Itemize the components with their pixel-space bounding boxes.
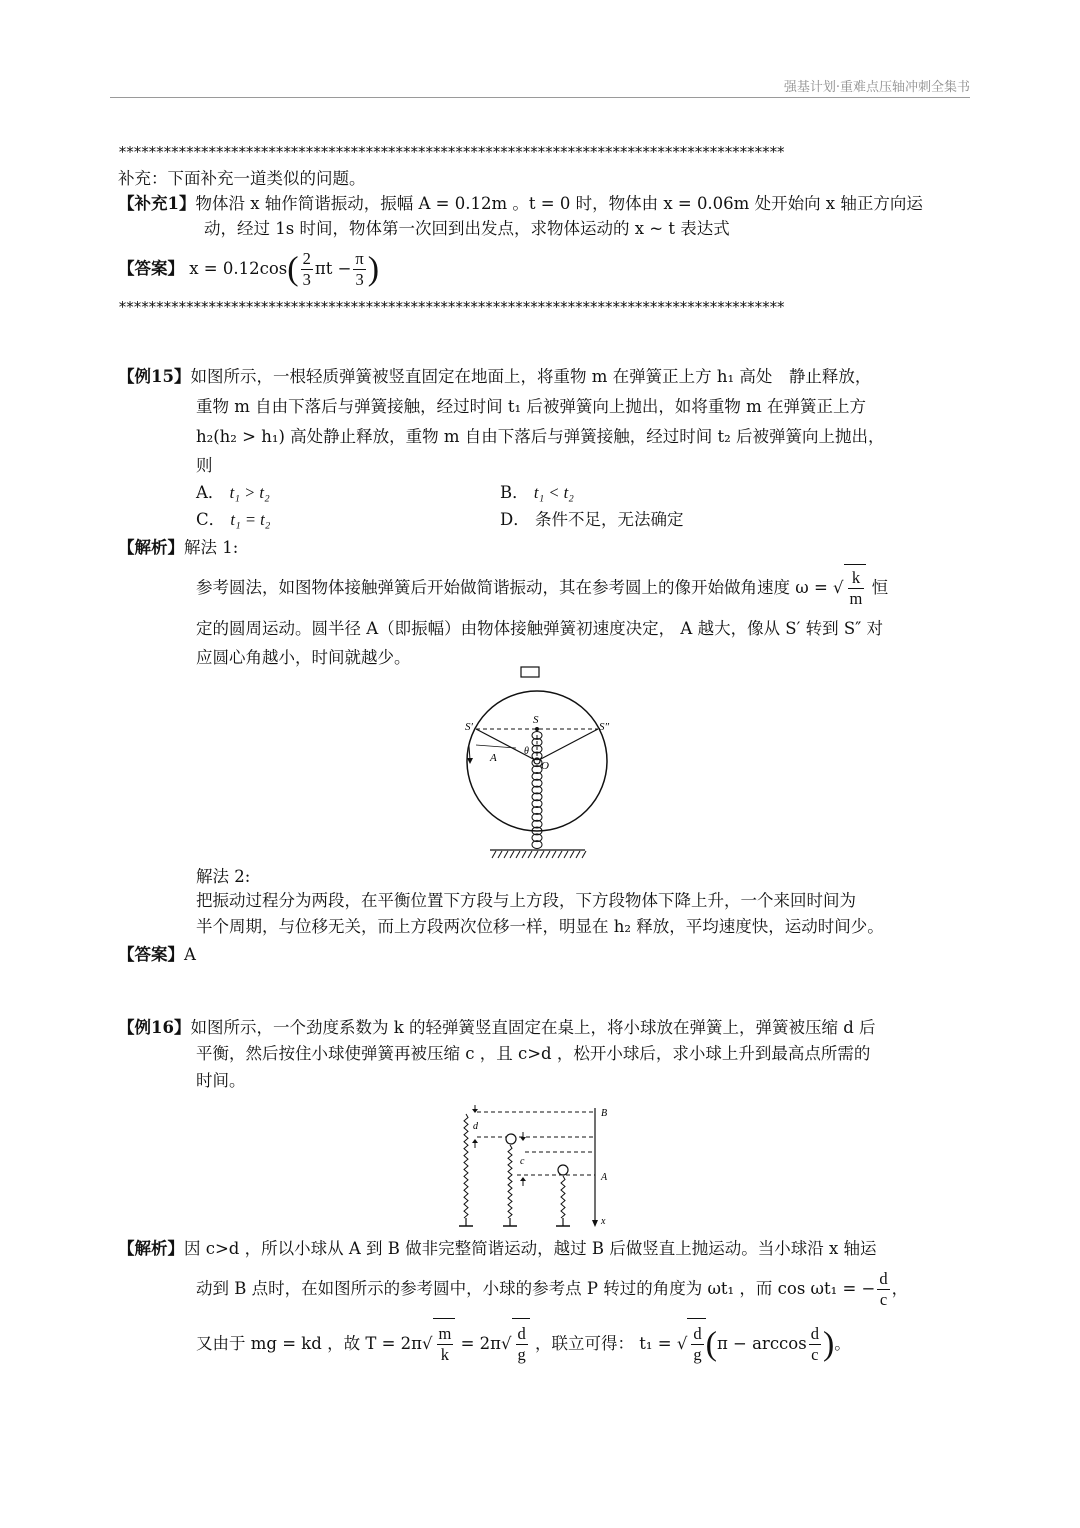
label-a-level: A [601, 1172, 608, 1183]
spring-coils [464, 1114, 565, 1226]
hatch-mark [576, 851, 580, 858]
ex15-m1-line1: 参考圆法，如图物体接触弹簧后开始做简谐振动，其在参考圆上的像开始做角速度 ω = √ $\frac{k}{m}$ 恒 [196, 564, 888, 611]
supplement-1-line2: 动，经过 1s 时间，物体第一次回到出发点，求物体运动的 x ~ t 表达式 [204, 219, 730, 238]
spring-levels-figure [455, 1100, 625, 1235]
reference-circle-figure [460, 660, 620, 865]
label-o: O [541, 760, 549, 772]
label-theta: θ [524, 746, 529, 757]
ball-equilibrium [558, 1165, 568, 1175]
radius-right [537, 729, 598, 761]
x-axis-arrow-icon [592, 1220, 598, 1227]
header-rule [110, 97, 970, 98]
ground-hatching [492, 851, 586, 858]
omega-fraction: $\frac{k}{m}$ [849, 568, 863, 608]
ex16-analysis-line2: 动到 B 点时，在如图所示的参考圆中，小球的参考点 P 转过的角度为 ωt₁ ，而 cos ωt₁ = − $\frac{d}{c}$ ， [196, 1269, 909, 1309]
supplement-answer-mid: πt − [314, 259, 352, 278]
ex15-line2: 重物 m 自由下落后与弹簧接触，经过时间 t₁ 后被弹簧向上抛出，如将重物 m 在弹簧正上方 [196, 397, 867, 416]
hatch-mark [492, 851, 496, 858]
ex16-analysis-tag: 【解析】 [118, 1239, 184, 1258]
hatch-mark [570, 851, 574, 858]
ball-compressed [506, 1134, 516, 1144]
hatch-mark [504, 851, 508, 858]
ex16-line2: 平衡，然后按住小球使弹簧再被压缩 c ，且 c>d ，松开小球后，求小球上升到最高点所需的 [196, 1044, 871, 1063]
ex15-m1-line2: 定的圆周运动。圆半径 A（即振幅）由物体接触弹簧初速度决定， A 越大，像从 S′ 转到 S″ 对 [196, 619, 884, 638]
hatch-mark [582, 851, 586, 858]
ex15-option-b: B． t₁ < t₂ [500, 483, 574, 502]
ex15-m2-line2: 半个周期，与位移无关，而上方段两次位移一样，明显在 h₂ 释放，平均速度快，运动时间少。 [196, 917, 884, 936]
answer-fraction-2-3: $\frac{2}{3}$ [302, 249, 311, 289]
answer-fraction-pi-3: $\frac{\pi}{3}$ [355, 249, 364, 289]
hatch-mark [540, 851, 544, 858]
supplement-1-line1 [118, 193, 923, 215]
ex15-line3: h₂(h₂ > h₁) 高处静止释放，重物 m 自由下落后与弹簧接触，经过时间 t₂ 后被弹簧向上抛出， [196, 427, 885, 446]
hatch-mark [522, 851, 526, 858]
ex16-analysis-line1: 【解析】因 c>d ，所以小球从 A 到 B 做非完整简谐运动，越过 B 后做竖直上抛运动。当小球沿 x 轴运 [118, 1239, 877, 1258]
label-c: c [520, 1156, 525, 1167]
hatch-mark [498, 851, 502, 858]
hatch-mark [510, 851, 514, 858]
ex16-tag: 【例16】 [118, 1018, 191, 1037]
hatch-mark [558, 851, 562, 858]
spring-zigzag [508, 1145, 512, 1218]
ex15-option-d: D． 条件不足，无法确定 [500, 510, 684, 529]
rotation-arc [469, 746, 470, 760]
separator-top: ***************************************************************************************** [118, 143, 784, 161]
hatch-mark [528, 851, 532, 858]
supplement-answer-prefix: x = 0.12cos [189, 259, 288, 278]
ex16-line3: 时间。 [196, 1071, 246, 1090]
arrow-down-icon [520, 1137, 526, 1141]
ex15-tag: 【例15】 [118, 367, 191, 386]
arrow-up-icon [472, 1139, 478, 1143]
label-d: d [473, 1121, 478, 1132]
hatch-mark [516, 851, 520, 858]
supplement-tag: 【补充1】 [118, 194, 196, 213]
arrow-down-icon [467, 758, 473, 764]
hatch-mark [546, 851, 550, 858]
label-s: S [533, 714, 539, 726]
top-point [535, 727, 539, 731]
hatch-mark [564, 851, 568, 858]
result-fraction-dg: $\frac{d}{g}$ [693, 1324, 702, 1364]
supplement-answer-tag: 【答案】 [118, 259, 184, 278]
hatch-mark [534, 851, 538, 858]
ex15-analysis-tag: 【解析】 [118, 538, 184, 557]
ex15-analysis-head: 【解析】解法 1: [118, 538, 239, 557]
label-b: B [601, 1108, 608, 1119]
label-x: x [601, 1216, 606, 1227]
label-a: A [490, 752, 497, 764]
label-s-prime: S′ [465, 721, 473, 733]
ex15-option-a: A． t₁ > t₂ [196, 483, 270, 502]
ex15-line1: 【例15】如图所示，一根轻质弹簧被竖直固定在地面上，将重物 m 在弹簧正上方 h₁ 高处 静止释放， [118, 367, 872, 386]
supplement-intro: 补充：下面补充一道类似的问题。 [118, 169, 366, 188]
ex16-line1: 【例16】如图所示，一个劲度系数为 k 的轻弹簧竖直固定在桌上，将小球放在弹簧上，弹簧被压缩 d 后 [118, 1018, 876, 1037]
cos-fraction: $\frac{d}{c}$ [879, 1269, 888, 1309]
running-header: 强基计划·重难点压轴冲刺全集书 [783, 80, 970, 95]
ex15-line4: 则 [196, 456, 213, 475]
ex15-answer: 【答案】A [118, 945, 196, 964]
ex15-option-c: C． t₁ = t₂ [196, 510, 271, 529]
period-fraction-dg: $\frac{d}{g}$ [517, 1324, 526, 1364]
supplement-text-1: 物体沿 x 轴作简谐振动，振幅 A = 0.12m 。t = 0 时，物体由 x = 0.06m 处开始向 x 轴正方向运 [195, 194, 923, 213]
arrow-up-icon [520, 1177, 526, 1181]
result-fraction-dc: $\frac{d}{c}$ [810, 1324, 819, 1364]
spring-zigzag [561, 1176, 565, 1218]
hatch-mark [552, 851, 556, 858]
period-fraction-mk: $\frac{m}{k}$ [438, 1324, 452, 1364]
supplement-answer: 【答案】 x = 0.12cos( $\frac{2}{3}$ πt − $\frac{\pi}{3}$ ) [118, 249, 380, 289]
ex15-answer-tag: 【答案】 [118, 945, 184, 964]
ex15-m1-line3: 应圆心角越小，时间就越少。 [196, 648, 411, 667]
label-s-double-prime: S″ [599, 721, 610, 733]
ex16-analysis-line3: 又由于 mg = kd ，故 T = 2π√ $\frac{m}{k}$ = 2π√ $\frac{d}{g}$ ，联立可得： t₁ = √ $\frac{d}{g}$ (π − arccos $\frac{d}{c}$ )。 [196, 1318, 851, 1370]
separator-bottom: ***************************************************************************************** [118, 298, 784, 316]
mass-block [521, 667, 539, 677]
ex15-method2-title: 解法 2: [196, 867, 251, 886]
ex15-m2-line1: 把振动过程分为两段，在平衡位置下方段与上方段，下方段物体下降上升，一个来回时间为 [196, 891, 856, 910]
spring-zigzag [464, 1114, 468, 1218]
